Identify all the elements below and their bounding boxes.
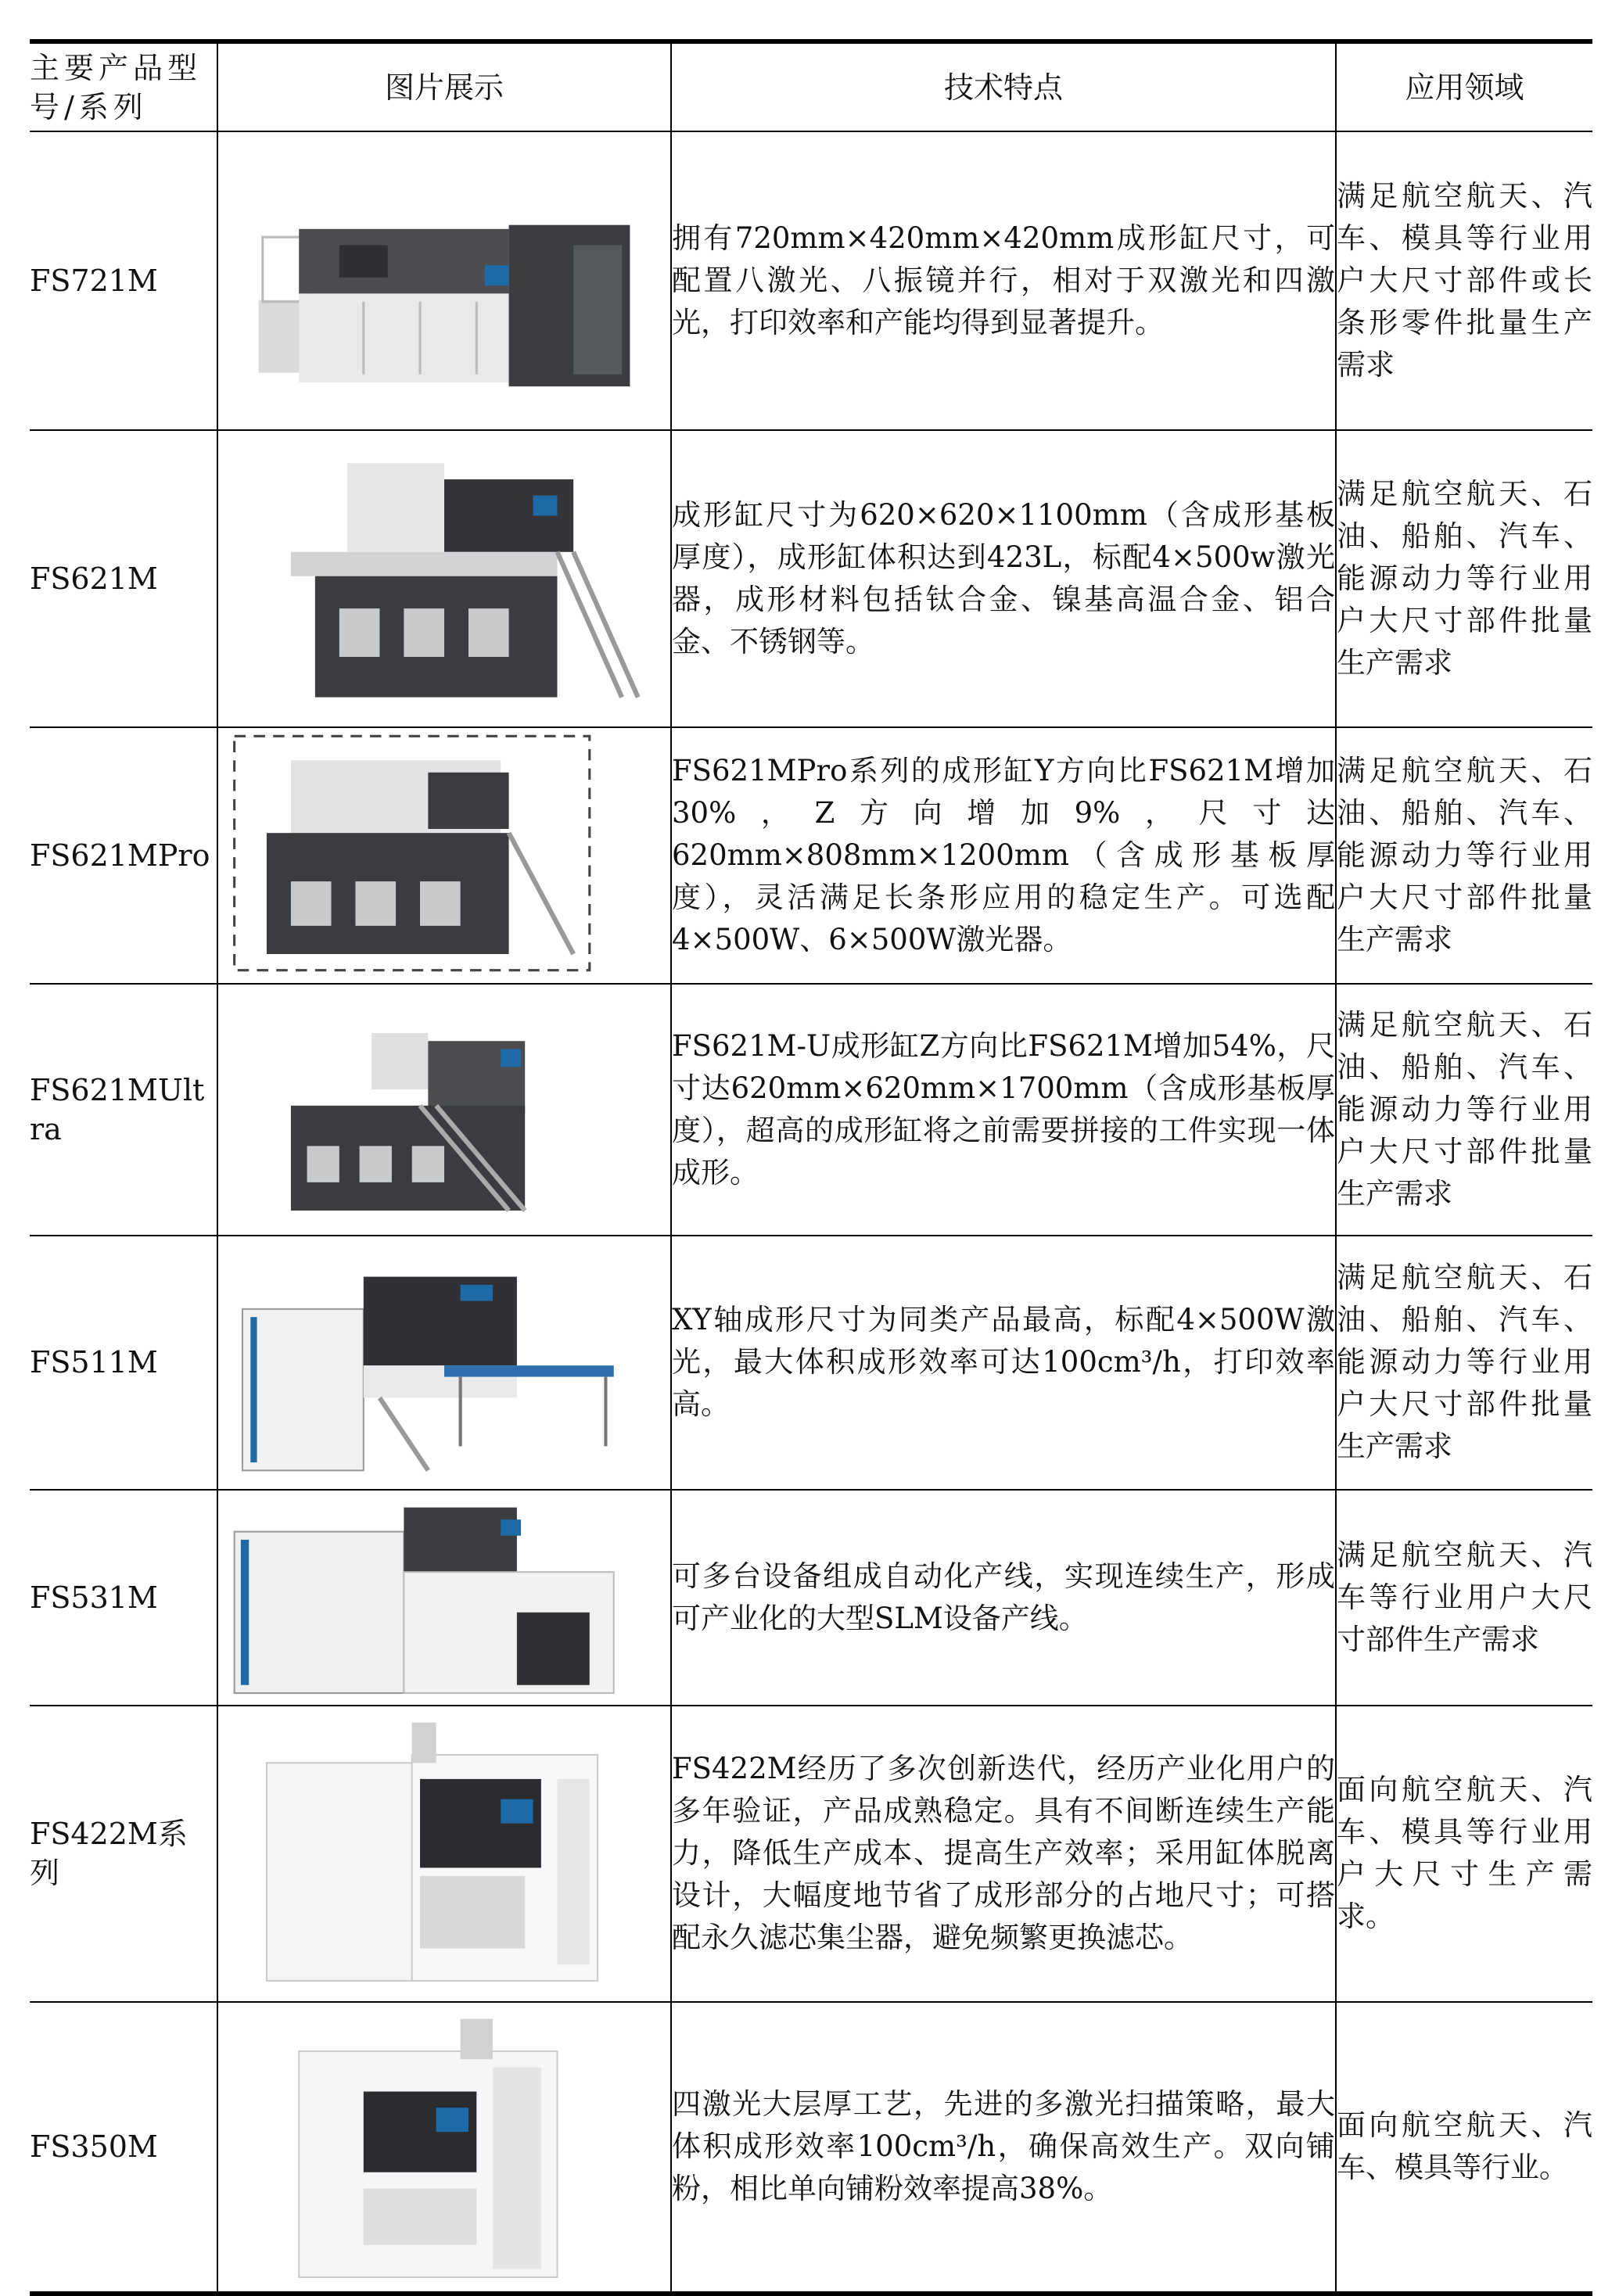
header-app: 应用领域 [1336, 41, 1592, 131]
app-cell: 满足航空航天、石油、船舶、汽车、能源动力等行业用户大尺寸部件批量生产需求 [1336, 430, 1592, 727]
table-row [30, 2002, 1592, 2294]
tech-cell: FS621M-U成形缸Z方向比FS621M增加54%，尺寸达620mm×620mm×1700mm（含成形基板厚度），超高的成形缸将之前需要拼接的工件实现一体成形。 [671, 984, 1336, 1236]
table-row [30, 1706, 1592, 2002]
model-cell: FS511M [30, 1236, 217, 1490]
app-cell: 满足航空航天、石油、船舶、汽车、能源动力等行业用户大尺寸部件批量生产需求 [1336, 727, 1592, 984]
machine-image [217, 984, 671, 1236]
table-row [30, 984, 1592, 1236]
table-row [30, 1236, 1592, 1490]
model-cell: FS350M [30, 2002, 217, 2294]
model-cell: FS621MUltra [30, 984, 217, 1236]
app-cell: 满足航空航天、汽车、模具等行业用户大尺寸部件或长条形零件批量生产需求 [1336, 131, 1592, 430]
machine-photo-icon [218, 431, 670, 726]
model-cell: FS621M [30, 430, 217, 727]
table-row [30, 727, 1592, 984]
header-model: 主要产品型号/系列 [30, 41, 217, 131]
tech-cell: FS621MPro系列的成形缸Y方向比FS621M增加30%，Z方向增加9%，尺寸达620mm×808mm×1200mm（含成形基板厚度），灵活满足长条形应用的稳定生产。可选配4×500W、6×500W激光器。 [671, 727, 1336, 984]
tech-cell: FS422M经历了多次创新迭代，经历产业化用户的多年验证，产品成熟稳定。具有不间断连续生产能力，降低生产成本、提高生产效率；采用缸体脱离设计，大幅度地节省了成形部分的占地尺寸；可搭配永久滤芯集尘器，避免频繁更换滤芯。 [671, 1706, 1336, 2002]
table-row [30, 1490, 1592, 1706]
header-row [30, 41, 1592, 131]
machine-image [217, 2002, 671, 2294]
machine-image [217, 430, 671, 727]
machine-photo-icon [218, 728, 670, 983]
app-cell: 满足航空航天、石油、船舶、汽车、能源动力等行业用户大尺寸部件批量生产需求 [1336, 1236, 1592, 1490]
machine-photo-icon [218, 132, 670, 429]
table-row [30, 430, 1592, 727]
model-cell: FS621MPro [30, 727, 217, 984]
machine-photo-icon [218, 1236, 670, 1489]
model-cell: FS531M [30, 1490, 217, 1706]
product-table [30, 39, 1592, 2296]
app-cell: 满足航空航天、汽车等行业用户大尺寸部件生产需求 [1336, 1490, 1592, 1706]
machine-photo-icon [218, 1706, 670, 2001]
machine-image [217, 131, 671, 430]
machine-photo-icon [218, 985, 670, 1235]
machine-photo-icon [218, 2003, 670, 2292]
tech-cell: 拥有720mm×420mm×420mm成形缸尺寸，可配置八激光、八振镜并行，相对于双激光和四激光，打印效率和产能均得到显著提升。 [671, 131, 1336, 430]
app-cell: 面向航空航天、汽车、模具等行业用户大尺寸生产需求。 [1336, 1706, 1592, 2002]
app-cell: 满足航空航天、石油、船舶、汽车、能源动力等行业用户大尺寸部件批量生产需求 [1336, 984, 1592, 1236]
tech-cell: 成形缸尺寸为620×620×1100mm（含成形基板厚度），成形缸体积达到423L，标配4×500w激光器，成形材料包括钛合金、镍基高温合金、铝合金、不锈钢等。 [671, 430, 1336, 727]
tech-cell: XY轴成形尺寸为同类产品最高，标配4×500W激光，最大体积成形效率可达100cm³/h，打印效率高。 [671, 1236, 1336, 1490]
model-cell: FS422M系列 [30, 1706, 217, 2002]
machine-image [217, 1236, 671, 1490]
app-cell: 面向航空航天、汽车、模具等行业。 [1336, 2002, 1592, 2294]
machine-image [217, 1706, 671, 2002]
table-row [30, 131, 1592, 430]
header-tech: 技术特点 [671, 41, 1336, 131]
machine-photo-icon [218, 1491, 670, 1704]
tech-cell: 可多台设备组成自动化产线，实现连续生产，形成可产业化的大型SLM设备产线。 [671, 1490, 1336, 1706]
model-cell: FS721M [30, 131, 217, 430]
machine-image [217, 1490, 671, 1706]
tech-cell: 四激光大层厚工艺，先进的多激光扫描策略，最大体积成形效率100cm³/h，确保高效生产。双向铺粉，相比单向铺粉效率提高38%。 [671, 2002, 1336, 2294]
header-image: 图片展示 [217, 41, 671, 131]
machine-image [217, 727, 671, 984]
